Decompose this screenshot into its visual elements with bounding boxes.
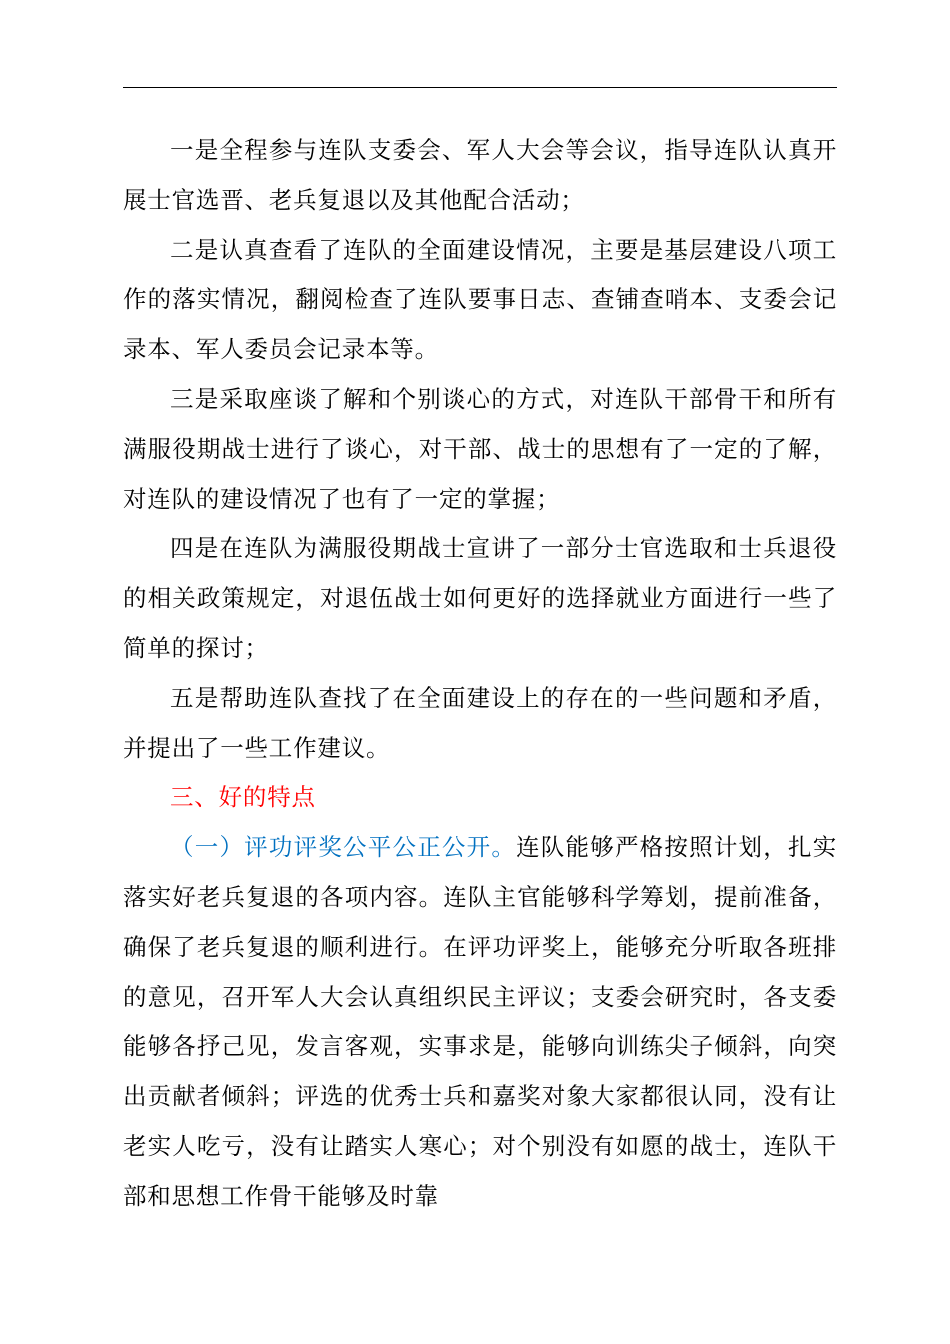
document-body bbox=[123, 126, 837, 1222]
paragraph-item-3: 三是采取座谈了解和个别谈心的方式，对连队干部骨干和所有满服役期战士进行了谈心，对干部、战士的思想有了一定的了解，对连队的建设情况了也有了一定的掌握； bbox=[123, 384, 837, 513]
paragraph-item-5: 五是帮助连队查找了在全面建设上的存在的一些问题和矛盾，并提出了一些工作建议。 bbox=[123, 683, 837, 762]
subsection-paragraph bbox=[123, 823, 837, 1221]
paragraph-item-4: 四是在连队为满服役期战士宣讲了一部分士官选取和士兵退役的相关政策规定，对退伍战士如何更好的选择就业方面进行一些了简单的探讨； bbox=[123, 534, 837, 662]
subsection-heading: （一）评功评奖公平公正公开。 bbox=[170, 833, 517, 862]
subsection-body: 连队能够严格按照计划，扎实落实好老兵复退的各项内容。连队主官能够科学筹划，提前准备，确保了老兵复退的顺利进行。在评功评奖上，能够充分听取各班排的意见，召开军人大会认真组织民主评议；支委会研究时，各支委能够各抒己见，发言客观，实事求是，能够向训练尖子倾斜，向突出贡献者倾斜；评选的优秀士兵和嘉奖对象大家都很认同，没有让老实人吃亏，没有让踏实人寒心；对个别没有如愿的战士，连队干部和思想工作骨干能够及时靠 bbox=[123, 833, 838, 1210]
section-heading: 三、好的特点 bbox=[170, 783, 316, 812]
paragraph-item-1: 一是全程参与连队支委会、军人大会等会议，指导连队认真开展士官选晋、老兵复退以及其他配合活动； bbox=[123, 136, 837, 214]
header-rule bbox=[123, 87, 837, 88]
paragraph-item-2: 二是认真查看了连队的全面建设情况，主要是基层建设八项工作的落实情况，翻阅检查了连队要事日志、查铺查哨本、支委会记录本、军人委员会记录本等。 bbox=[123, 235, 837, 364]
